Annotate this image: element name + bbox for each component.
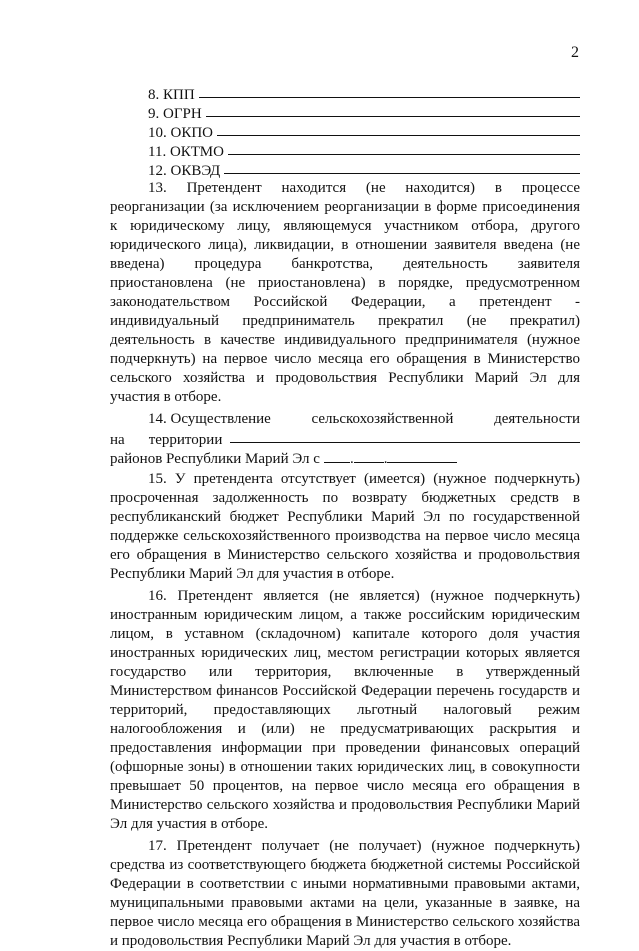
text: деятельности	[494, 411, 580, 427]
text: .	[349, 451, 354, 467]
field-label: 12. ОКВЭД	[148, 163, 221, 179]
paragraph-15: 15. У претендента отсутствует (имеется) (нужное подчеркнуть) просроченная задолженность по возврату бюджетных средств в республиканский бюджет Республики Марий Эл по государственной поддержке сельскохозяйственного производства на первое число месяца его обращения в Министерство сельского хозяйства и продовольствия Республики Марий Эл для участия в отборе.	[110, 471, 580, 582]
territory-blank[interactable]	[230, 428, 580, 443]
paragraph-17: 17. Претендент получает (не получает) (нужное подчеркнуть) средства из соответствующего бюджета бюджетной системы Российской Федерации в соответствии с иными нормативными правовыми актами, муниципальными правовыми актами на цели, указанные в заявке, на первое число месяца его обращения в Министерство сельского хозяйства и продовольствия Республики Марий Эл для участия в отборе.	[110, 838, 580, 949]
month-blank[interactable]	[354, 448, 384, 463]
day-blank[interactable]	[324, 448, 350, 463]
paragraph-13: 13. Претендент находится (не находится) в процессе реорганизации (за исключением реорганизации в форме присоединения к юридическому лицу, являющемуся участником отбора, другого юридического лица), ликвидации, в отношении заявителя введена (не введена) процедура банкротства, деятельность заявителя приостановлена (не приостановлена) в порядке, предусмотренном законодательством Российской Федерации, а претендент - индивидуальный предприниматель прекратил (не прекратил) деятельность в качестве индивидуального предпринимателя (нужное подчеркнуть) на первое число месяца его обращения в Министерство сельского хозяйства и продовольствия Республики Марий Эл для участия в отборе.	[110, 180, 580, 405]
paragraph-14-line-3	[110, 448, 580, 467]
text: районов Республики Марий Эл с	[110, 451, 320, 467]
text: сельскохозяйственной	[311, 411, 454, 427]
field-label: 11. ОКТМО	[148, 144, 224, 160]
text: 14. Осуществление	[148, 411, 271, 427]
text: на	[110, 432, 125, 448]
field-kpp	[110, 84, 580, 103]
field-ogrn	[110, 103, 580, 122]
blank-line[interactable]	[217, 121, 580, 136]
field-label: 9. ОГРН	[148, 106, 202, 122]
document-body	[110, 84, 580, 951]
blank-line[interactable]	[228, 140, 580, 155]
paragraph-14	[110, 410, 580, 467]
field-oktmo	[110, 141, 580, 160]
field-label: 10. ОКПО	[148, 125, 214, 141]
text: территории	[148, 432, 223, 448]
text: .	[383, 451, 388, 467]
field-label: 8. КПП	[148, 87, 195, 103]
page-number: 2	[571, 44, 579, 61]
paragraph-14-line-1	[110, 410, 580, 429]
blank-line[interactable]	[206, 102, 580, 117]
paragraph-14-line-2	[110, 429, 580, 448]
field-okved	[110, 160, 580, 179]
blank-line[interactable]	[224, 159, 580, 174]
blank-line[interactable]	[199, 83, 580, 98]
paragraph-16: 16. Претендент является (не является) (нужное подчеркнуть) иностранным юридическим лицом, а также российским юридическим лицом, в уставном (складочном) капитале которого доля участия иностранных юридических лиц, местом регистрации которых является государство или территория, включенные в утвержденный Министерством финансов Российской Федерации перечень государств и территорий, предоставляющих льготный налоговый режим налогообложения и (или) не предусматривающих раскрытия и предоставления информации при проведении финансовых операций (офшорные зоны) в отношении таких юридических лиц, в совокупности превышает 50 процентов, на первое число месяца его обращения в Министерство сельского хозяйства и продовольствия Республики Марий Эл для участия в отборе.	[110, 588, 580, 832]
field-okpo	[110, 122, 580, 141]
year-blank[interactable]	[387, 448, 457, 463]
